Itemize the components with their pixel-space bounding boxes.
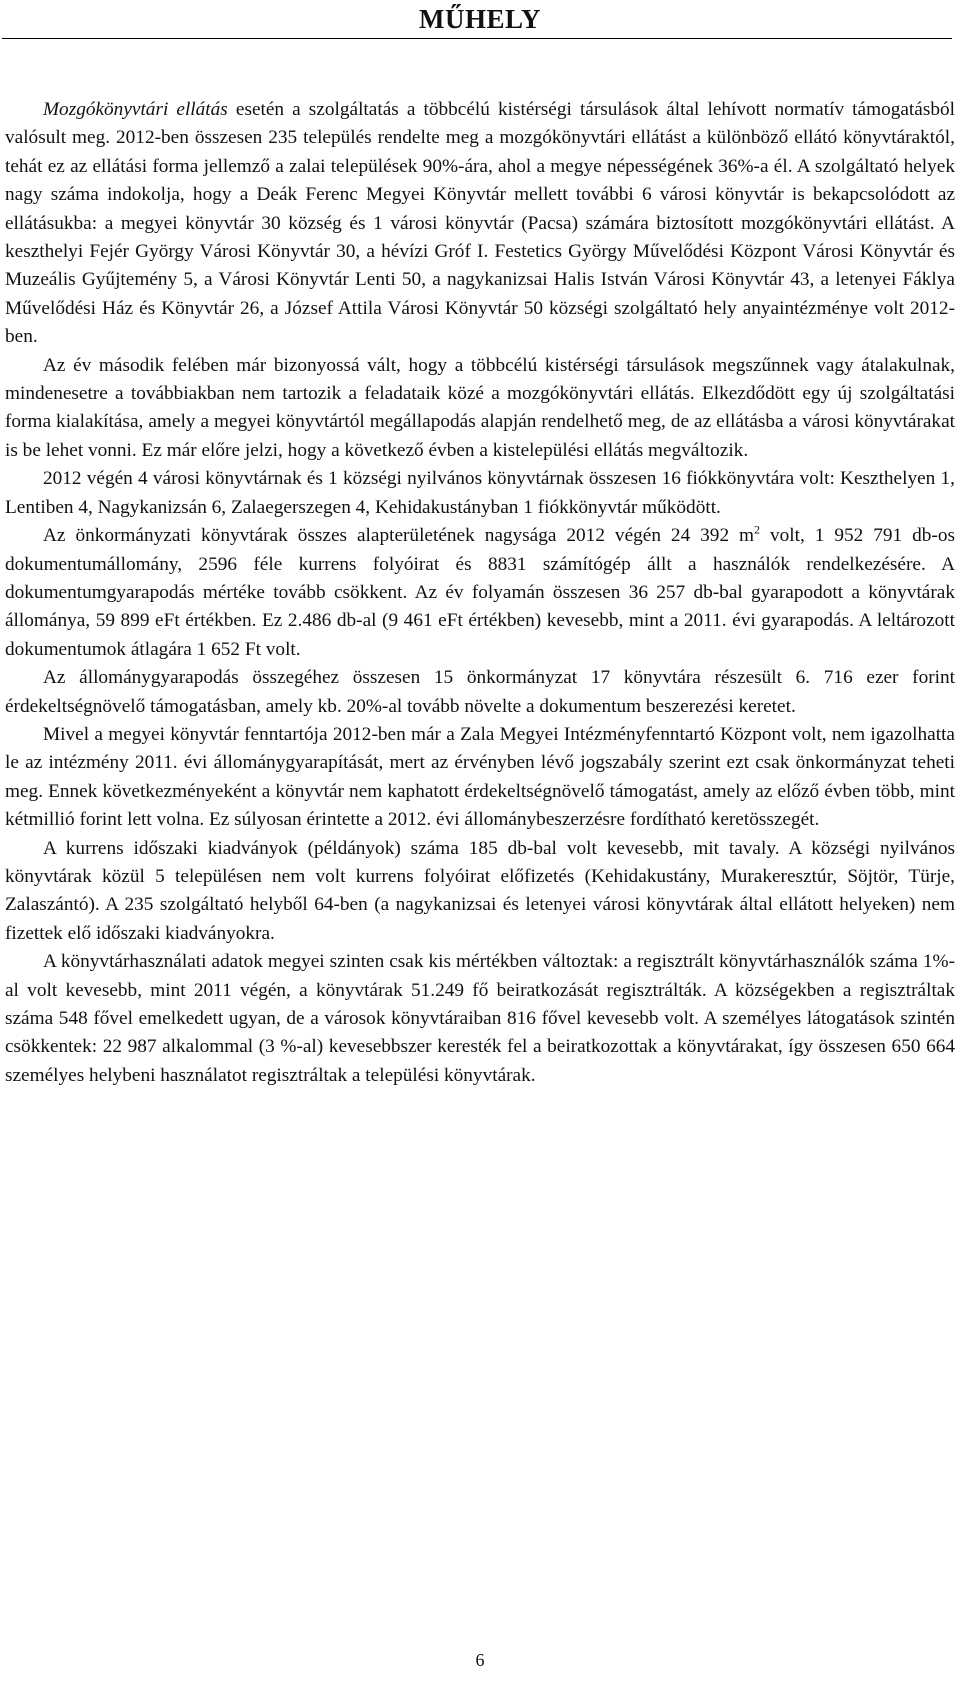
paragraph-floor-area (5, 522, 955, 664)
page-number: 6 (475, 1650, 485, 1670)
paragraph-maintainer: Mivel a megyei könyvtár fenntartója 2012-ben már a Zala Megyei Intézményfenntartó Központ volt, nem igazolhatta le az intézmény 2011. évi állománygyarapítását, mert az érvényben lévő jogszabály szerint ezt csak önkormányzat teheti meg. Ennek következményeként a könyvtár nem kaphatott érdekeltségnövelő támogatást, amely az előző évben több, mint kétmillió forint lett volna. Ez súlyosan érintette a 2012. évi állománybeszerzésre fordítható keretösszegét. (5, 723, 955, 831)
paragraph-acquisition-support: Az állománygyarapodás összegéhez összesen 15 önkormányzat 17 könyvtára részesült 6. 716 ezer forint érdekeltségnövelő támogatásban, amely kb. 20%-al tovább növelte a dokumentum beszerezési keretet. (5, 667, 955, 717)
section-title: MŰHELY (418, 4, 542, 34)
paragraph-usage-data: A könyvtárhasználati adatok megyei szinten csak kis mértékben változtak: a regisztrált könyvtárhasználók száma 1%-al volt kevesebb, mint 2011 végén, a könyvtárak 51.249 fő beiratkozását regisztrálták. A községekben a regisztráltak száma 548 fővel emelkedett ugyan, de a városok könyvtáraiban 816 fővel kevesebb volt. A személyes látogatások szintén csökkentek: 22 987 alkalommal (3 %-al) kevesebbszer keresték fel a beiratkozottak a könyvtárakat, így összesen 650 664 személyes helybeni használatot regisztráltak a települési könyvtárak. (5, 951, 955, 1086)
paragraph-text: esetén a szolgáltatás a többcélú kistérségi társulások által lehívott normatív támogatásból valósult meg. 2012-ben összesen 235 település rendelte meg a mozgókönyvtári ellátást a különböző ellátó könyvtáraktól, tehát ez az ellátási forma jellemző a zalai települések 90%-ára, ahol a megye népességének 36%-a él. A szolgáltató helyek nagy száma indokolja, hogy a Deák Ferenc Megyei Könyvtár mellett további 6 városi könyvtár is bekapcsolódott az ellátásukba: a megyei könyvtár 30 község és 1 városi könyvtár (Pacsa) számára biztosított mozgókönyvtári ellátást. A keszthelyi Fejér György Városi Könyvtár 30, a hévízi Gróf I. Festetics György Művelődési Központ Városi Könyvtár és Muzeális Gyűjtemény 5, a Városi Könyvtár Lenti 50, a nagykanizsai Halis István Városi Könyvtár 43, a letenyei Fáklya Művelődési Ház és Könyvtár 26, a József Attila Városi Könyvtár 50 községi szolgáltató hely anyaintézménye volt 2012-ben. (5, 99, 955, 348)
superscript: 2 (754, 522, 761, 537)
paragraph-periodicals: A kurrens időszaki kiadványok (példányok) száma 185 db-bal volt kevesebb, mit tavaly. A községi nyilvános könyvtárak közül 5 településen nem volt kurrens folyóirat előfizetés (Kehidakustány, Murakeresztúr, Söjtör, Türje, Zalaszántó). A 235 szolgáltató helyből 64-ben (a nagykanizsai és letenyei városi könyvtárak által ellátott helyeken) nem fizettek elő időszaki kiadványokra. (5, 837, 955, 944)
header-divider (2, 38, 952, 39)
paragraph-service-change: Az év második felében már bizonyossá vált, hogy a többcélú kistérségi társulások megszűnnek vagy átalakulnak, mindenesetre a továbbiakban nem tartozik a feladataik közé a mozgókönyvtári ellátás. Elkezdődött egy új szolgáltatási forma kialakítása, amely a megyei könyvtártól megállapodás alapján rendelhető meg, de az ellátásba a városi könyvtárakat is be lehet vonni. Ez már előre jelzi, hogy a következő évben a kistelepülési ellátás megváltozik. (5, 354, 955, 461)
emphasized-term: Mozgókönyvtári ellátás (43, 99, 228, 120)
paragraph-branch-libraries: 2012 végén 4 városi könyvtárnak és 1 községi nyilvános könyvtárnak összesen 16 fiókkönyvtára volt: Keszthelyen 1, Lentiben 4, Nagykanizsán 6, Zalaegerszegen 4, Kehidakustányban 1 fiókkönyvtár működött. (5, 468, 955, 518)
paragraph-text: Az önkormányzati könyvtárak összes alapterületének nagysága 2012 végén 24 392 m (43, 525, 755, 547)
page-header (0, 0, 960, 40)
body-text (5, 96, 955, 1090)
paragraph-mobile-library (5, 96, 955, 352)
paragraph-text: volt, 1 952 791 db-os dokumentumállomány, 2596 féle kurrens folyóirat és 8831 számítógép állt a használók rendelkezésére. A dokumentumgyarapodás mértéke tovább csökkent. Az év folyamán összesen 36 257 db-bal gyarapodott a könyvtárak állománya, 59 899 eFt értékben. Ez 2.486 db-al (9 461 eFt értékben) kevesebb, mint a 2011. évi gyarapodás. A leltározott dokumentumok átlagára 1 652 Ft volt. (5, 525, 955, 660)
